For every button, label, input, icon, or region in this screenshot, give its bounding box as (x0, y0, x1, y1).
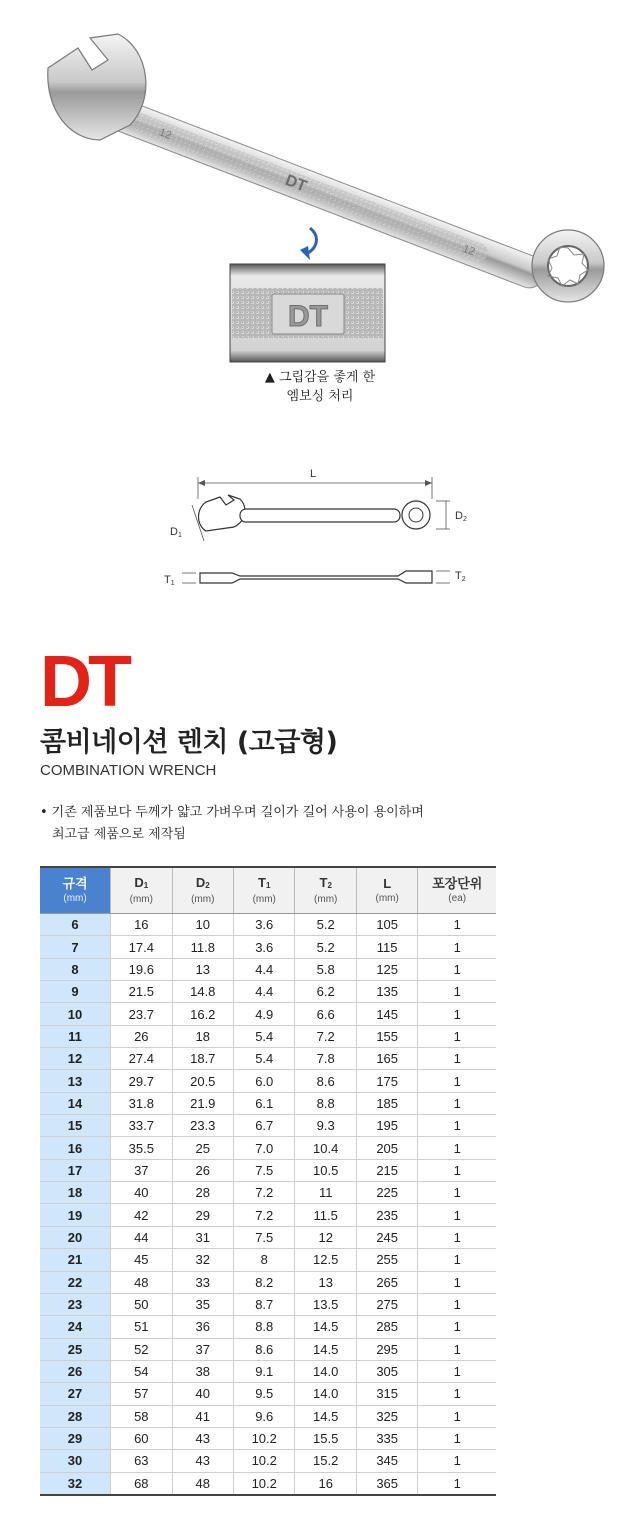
cell-length: 275 (356, 1293, 417, 1315)
cell-length: 155 (356, 1025, 417, 1047)
cell-t2: 14.0 (295, 1360, 356, 1382)
cell-d1: 35.5 (111, 1137, 172, 1159)
cell-d1: 16 (111, 914, 172, 936)
header-d1 (111, 867, 172, 914)
header-pack-unit (418, 867, 496, 914)
cell-d2: 38 (172, 1360, 233, 1382)
cell-pack-unit: 1 (418, 1070, 496, 1092)
table-row (40, 1070, 496, 1092)
cell-length: 305 (356, 1360, 417, 1382)
cell-pack-unit: 1 (418, 1427, 496, 1449)
cell-t2: 14.5 (295, 1338, 356, 1360)
cell-pack-unit: 1 (418, 1293, 496, 1315)
cell-d2: 36 (172, 1316, 233, 1338)
table-row (40, 1427, 496, 1449)
cell-d2: 43 (172, 1450, 233, 1472)
cell-pack-unit: 1 (418, 1092, 496, 1114)
cell-length: 165 (356, 1048, 417, 1070)
cell-length: 215 (356, 1159, 417, 1181)
cell-d2: 16.2 (172, 1003, 233, 1025)
cell-length: 255 (356, 1249, 417, 1271)
header-subscript: 1 (265, 880, 271, 890)
cell-size: 28 (40, 1405, 111, 1427)
cell-d2: 25 (172, 1137, 233, 1159)
cell-size: 20 (40, 1226, 111, 1248)
cell-pack-unit: 1 (418, 936, 496, 958)
header-unit: (mm) (314, 893, 338, 905)
cell-length: 225 (356, 1182, 417, 1204)
header-unit: (mm) (63, 892, 87, 904)
cell-d2: 43 (172, 1427, 233, 1449)
cell-t2: 8.8 (295, 1092, 356, 1114)
cell-size: 13 (40, 1070, 111, 1092)
cell-t1: 4.4 (234, 981, 295, 1003)
cell-d1: 42 (111, 1204, 172, 1226)
cell-t1: 7.0 (234, 1137, 295, 1159)
cell-t1: 10.2 (234, 1472, 295, 1495)
cell-d2: 11.8 (172, 936, 233, 958)
header-unit: (mm) (129, 893, 153, 905)
cell-t1: 10.2 (234, 1427, 295, 1449)
cell-size: 25 (40, 1338, 111, 1360)
embossing-detail-image (230, 264, 385, 362)
cell-d2: 14.8 (172, 981, 233, 1003)
cell-d1: 27.4 (111, 1048, 172, 1070)
desc-line2: 최고급 제품으로 제작됨 (52, 827, 186, 842)
cell-pack-unit: 1 (418, 981, 496, 1003)
cell-t1: 8.2 (234, 1271, 295, 1293)
cell-size: 18 (40, 1182, 111, 1204)
cell-d1: 58 (111, 1405, 172, 1427)
header-label: D (195, 874, 206, 890)
cell-d2: 18.7 (172, 1048, 233, 1070)
cell-length: 125 (356, 958, 417, 980)
cell-t1: 6.0 (234, 1070, 295, 1092)
wrench-head-size-mark: 12 (157, 126, 174, 142)
cell-length: 245 (356, 1226, 417, 1248)
cell-pack-unit: 1 (418, 1316, 496, 1338)
cell-pack-unit: 1 (418, 1003, 496, 1025)
table-row (40, 1226, 496, 1248)
wrench-brand-mark: DT (282, 171, 309, 196)
cell-pack-unit: 1 (418, 958, 496, 980)
cell-t1: 6.7 (234, 1115, 295, 1137)
header-unit: (mm) (252, 893, 276, 905)
table-row (40, 1472, 496, 1495)
caption-line1: ▲ 그립감을 좋게 한 (264, 370, 376, 385)
cell-pack-unit: 1 (418, 1249, 496, 1271)
cell-t1: 8.8 (234, 1316, 295, 1338)
cell-t1: 6.1 (234, 1092, 295, 1114)
spec-table (40, 866, 496, 1496)
cell-size: 22 (40, 1271, 111, 1293)
cell-t1: 7.2 (234, 1204, 295, 1226)
header-label: D (134, 874, 144, 890)
dimension-diagram (150, 455, 490, 605)
cell-d1: 19.6 (111, 958, 172, 980)
cell-t2: 14.5 (295, 1316, 356, 1338)
cell-t2: 10.4 (295, 1137, 356, 1159)
cell-length: 325 (356, 1405, 417, 1427)
cell-pack-unit: 1 (418, 1025, 496, 1047)
cell-d2: 48 (172, 1472, 233, 1495)
cell-t1: 3.6 (234, 936, 295, 958)
cell-d1: 50 (111, 1293, 172, 1315)
cell-d2: 41 (172, 1405, 233, 1427)
cell-d2: 21.9 (172, 1092, 233, 1114)
cell-d1: 63 (111, 1450, 172, 1472)
table-row (40, 1025, 496, 1047)
cell-t2: 15.2 (295, 1450, 356, 1472)
svg-text:DT: DT (40, 650, 128, 710)
table-row (40, 936, 496, 958)
table-row (40, 981, 496, 1003)
table-row (40, 1360, 496, 1382)
cell-d2: 40 (172, 1383, 233, 1405)
cell-pack-unit: 1 (418, 1204, 496, 1226)
cell-t1: 8.7 (234, 1293, 295, 1315)
cell-t2: 6.6 (295, 1003, 356, 1025)
cell-t2: 12 (295, 1226, 356, 1248)
cell-d2: 33 (172, 1271, 233, 1293)
cell-d1: 31.8 (111, 1092, 172, 1114)
table-row (40, 1271, 496, 1293)
cell-d1: 60 (111, 1427, 172, 1449)
table-row (40, 914, 496, 936)
cell-t1: 9.5 (234, 1383, 295, 1405)
cell-size: 10 (40, 1003, 111, 1025)
cell-size: 23 (40, 1293, 111, 1315)
cell-t2: 15.5 (295, 1427, 356, 1449)
cell-t2: 8.6 (295, 1070, 356, 1092)
header-label: T (319, 874, 328, 890)
table-row (40, 958, 496, 980)
label-T1: T1 (164, 574, 175, 587)
cell-d1: 54 (111, 1360, 172, 1382)
cell-t2: 11 (295, 1182, 356, 1204)
cell-d2: 26 (172, 1159, 233, 1181)
table-row (40, 1338, 496, 1360)
cell-t2: 7.2 (295, 1025, 356, 1047)
cell-size: 9 (40, 981, 111, 1003)
cell-t2: 13 (295, 1271, 356, 1293)
cell-d1: 45 (111, 1249, 172, 1271)
cell-d1: 23.7 (111, 1003, 172, 1025)
header-size (40, 867, 111, 914)
cell-d1: 33.7 (111, 1115, 172, 1137)
embossing-caption (200, 368, 440, 406)
cell-pack-unit: 1 (418, 1226, 496, 1248)
cell-d2: 20.5 (172, 1070, 233, 1092)
wrench-tail-size-mark: 12 (460, 242, 477, 259)
cell-t1: 3.6 (234, 914, 295, 936)
cell-length: 145 (356, 1003, 417, 1025)
cell-t1: 8 (234, 1249, 295, 1271)
table-row (40, 1204, 496, 1226)
cell-length: 335 (356, 1427, 417, 1449)
header-subscript: 1 (143, 880, 149, 890)
cell-d1: 37 (111, 1159, 172, 1181)
cell-size: 17 (40, 1159, 111, 1181)
cell-size: 6 (40, 914, 111, 936)
cell-t2: 11.5 (295, 1204, 356, 1226)
cell-pack-unit: 1 (418, 1383, 496, 1405)
cell-d2: 32 (172, 1249, 233, 1271)
cell-d1: 52 (111, 1338, 172, 1360)
header-label: L (383, 875, 392, 891)
cell-pack-unit: 1 (418, 1159, 496, 1181)
cell-length: 185 (356, 1092, 417, 1114)
cell-size: 27 (40, 1383, 111, 1405)
cell-pack-unit: 1 (418, 1137, 496, 1159)
header-subscript: 2 (205, 880, 210, 890)
cell-t2: 12.5 (295, 1249, 356, 1271)
cell-length: 205 (356, 1137, 417, 1159)
cell-t1: 4.4 (234, 958, 295, 980)
cell-pack-unit: 1 (418, 1115, 496, 1137)
cell-d2: 31 (172, 1226, 233, 1248)
cell-t1: 5.4 (234, 1025, 295, 1047)
cell-t2: 14.0 (295, 1383, 356, 1405)
cell-length: 175 (356, 1070, 417, 1092)
cell-t1: 7.5 (234, 1159, 295, 1181)
product-title-korean: 콤비네이션 렌치 (고급형) (40, 727, 338, 758)
header-unit: (mm) (191, 893, 215, 905)
table-row (40, 1405, 496, 1427)
cell-d1: 68 (111, 1472, 172, 1495)
cell-length: 365 (356, 1472, 417, 1495)
table-row (40, 1383, 496, 1405)
cell-d2: 13 (172, 958, 233, 980)
cell-size: 32 (40, 1472, 111, 1495)
table-header-row (40, 867, 496, 914)
header-length (356, 867, 417, 914)
cell-pack-unit: 1 (418, 1338, 496, 1360)
cell-d1: 17.4 (111, 936, 172, 958)
table-row (40, 1293, 496, 1315)
cell-d1: 21.5 (111, 981, 172, 1003)
cell-pack-unit: 1 (418, 1048, 496, 1070)
dt-brand-logo (40, 650, 155, 710)
cell-d1: 51 (111, 1316, 172, 1338)
cell-t2: 6.2 (295, 981, 356, 1003)
cell-t1: 9.1 (234, 1360, 295, 1382)
cell-t2: 10.5 (295, 1159, 356, 1181)
cell-d1: 57 (111, 1383, 172, 1405)
cell-t2: 13.5 (295, 1293, 356, 1315)
detail-brand-mark: DT (288, 300, 328, 333)
cell-pack-unit: 1 (418, 1360, 496, 1382)
cell-pack-unit: 1 (418, 1450, 496, 1472)
header-unit: (ea) (448, 892, 467, 904)
product-title-english: COMBINATION WRENCH (40, 762, 217, 779)
cell-pack-unit: 1 (418, 1271, 496, 1293)
cell-d2: 37 (172, 1338, 233, 1360)
cell-t2: 7.8 (295, 1048, 356, 1070)
cell-length: 105 (356, 914, 417, 936)
cell-size: 29 (40, 1427, 111, 1449)
cell-t1: 10.2 (234, 1450, 295, 1472)
label-D2: D2 (455, 510, 467, 523)
table-row (40, 1003, 496, 1025)
cell-length: 265 (356, 1271, 417, 1293)
label-L: L (309, 468, 317, 480)
cell-t2: 9.3 (295, 1115, 356, 1137)
cell-size: 8 (40, 958, 111, 980)
header-t2 (295, 867, 356, 914)
table-row (40, 1092, 496, 1114)
header-label: 포장단위 (432, 875, 483, 891)
table-row (40, 1316, 496, 1338)
header-subscript: 2 (327, 880, 332, 890)
cell-t1: 7.2 (234, 1182, 295, 1204)
caption-line2: 엠보싱 처리 (286, 389, 354, 404)
table-body (40, 914, 496, 1495)
cell-size: 21 (40, 1249, 111, 1271)
cell-t2: 14.5 (295, 1405, 356, 1427)
cell-size: 15 (40, 1115, 111, 1137)
cell-size: 30 (40, 1450, 111, 1472)
cell-size: 14 (40, 1092, 111, 1114)
cell-size: 26 (40, 1360, 111, 1382)
cell-size: 7 (40, 936, 111, 958)
cell-d2: 35 (172, 1293, 233, 1315)
cell-length: 195 (356, 1115, 417, 1137)
cell-size: 11 (40, 1025, 111, 1047)
cell-t2: 5.2 (295, 914, 356, 936)
cell-length: 235 (356, 1204, 417, 1226)
cell-t1: 8.6 (234, 1338, 295, 1360)
cell-size: 16 (40, 1137, 111, 1159)
cell-d1: 29.7 (111, 1070, 172, 1092)
desc-line1: 기존 제품보다 두께가 얇고 가벼우며 길이가 길어 사용이 용이하며 (51, 805, 424, 820)
cell-d2: 18 (172, 1025, 233, 1047)
label-D1: D1 (170, 526, 182, 539)
cell-d2: 29 (172, 1204, 233, 1226)
table-row (40, 1159, 496, 1181)
header-unit: (mm) (375, 892, 399, 904)
header-t1 (234, 867, 295, 914)
cell-pack-unit: 1 (418, 914, 496, 936)
table-row (40, 1450, 496, 1472)
cell-length: 315 (356, 1383, 417, 1405)
table-row (40, 1115, 496, 1137)
cell-length: 345 (356, 1450, 417, 1472)
cell-size: 24 (40, 1316, 111, 1338)
cell-pack-unit: 1 (418, 1405, 496, 1427)
table-row (40, 1137, 496, 1159)
cell-d2: 23.3 (172, 1115, 233, 1137)
cell-t2: 5.8 (295, 958, 356, 980)
cell-t1: 9.6 (234, 1405, 295, 1427)
cell-d1: 40 (111, 1182, 172, 1204)
cell-d1: 48 (111, 1271, 172, 1293)
cell-d2: 28 (172, 1182, 233, 1204)
table-row (40, 1182, 496, 1204)
cell-pack-unit: 1 (418, 1182, 496, 1204)
cell-length: 295 (356, 1338, 417, 1360)
cell-t1: 5.4 (234, 1048, 295, 1070)
cell-length: 135 (356, 981, 417, 1003)
cell-length: 285 (356, 1316, 417, 1338)
header-d2 (172, 867, 233, 914)
table-row (40, 1048, 496, 1070)
table-row (40, 1249, 496, 1271)
cell-t2: 5.2 (295, 936, 356, 958)
cell-d1: 26 (111, 1025, 172, 1047)
cell-d1: 44 (111, 1226, 172, 1248)
product-description (40, 802, 424, 846)
header-label: T (258, 874, 266, 890)
cell-t2: 16 (295, 1472, 356, 1495)
cell-t1: 4.9 (234, 1003, 295, 1025)
bullet: • (40, 805, 48, 820)
cell-t1: 7.5 (234, 1226, 295, 1248)
cell-pack-unit: 1 (418, 1472, 496, 1495)
cell-length: 115 (356, 936, 417, 958)
cell-size: 19 (40, 1204, 111, 1226)
wrench-body (48, 34, 604, 302)
cell-size: 12 (40, 1048, 111, 1070)
label-T2: T2 (455, 570, 466, 583)
cell-d2: 10 (172, 914, 233, 936)
header-label: 규격 (62, 875, 88, 891)
